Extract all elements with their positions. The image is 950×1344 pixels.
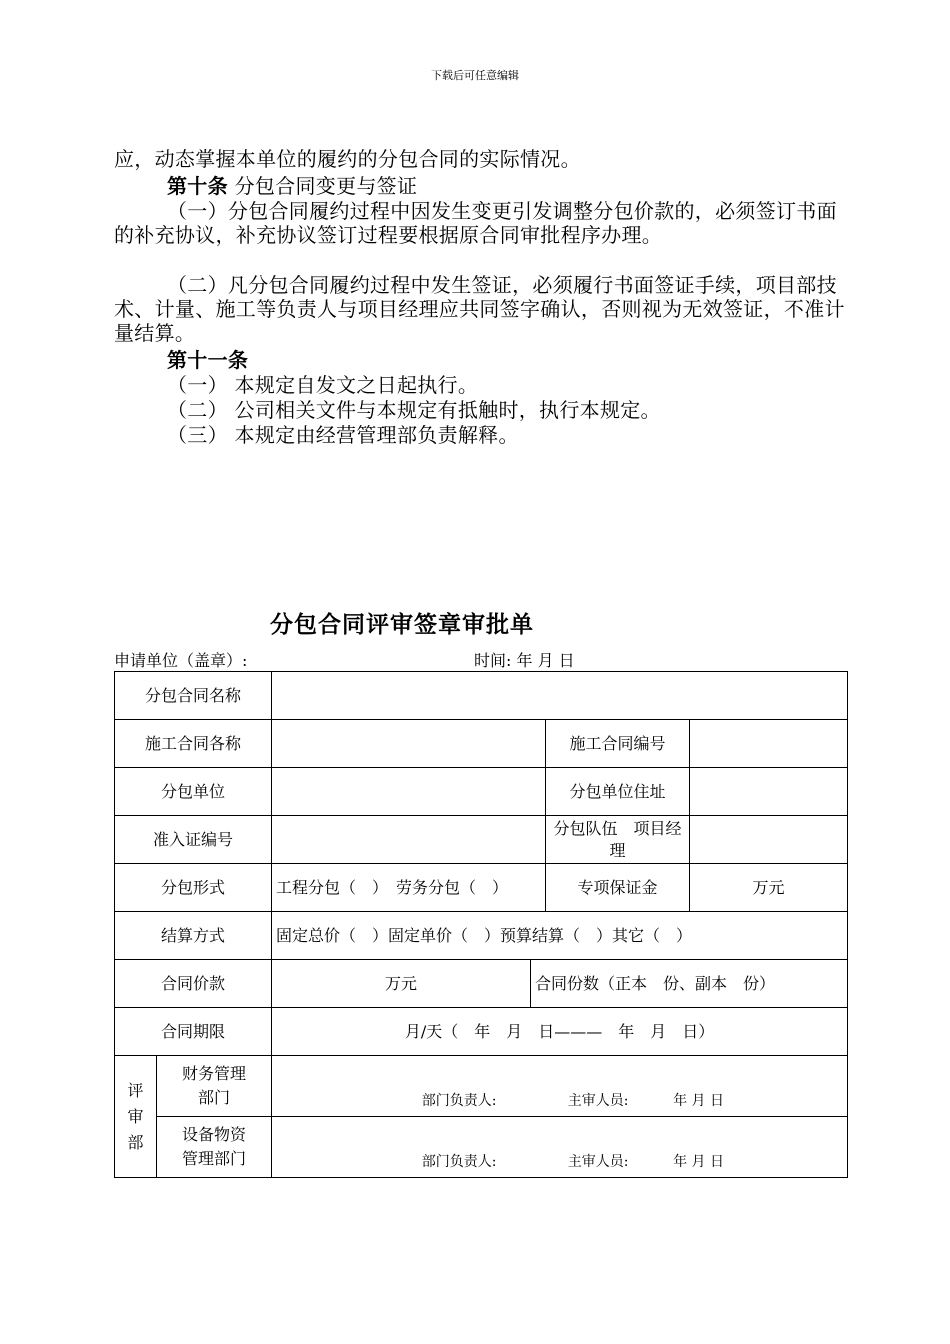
time-label: 时间: 年 月 日 <box>474 651 575 670</box>
price-label: 合同价款 <box>115 960 272 1008</box>
team-pm-field[interactable] <box>690 816 848 864</box>
subcontractor-label: 分包单位 <box>115 768 272 816</box>
copies-field[interactable]: 合同份数（正本 份、副本 份） <box>531 960 848 1008</box>
chief-reviewer-label: 主审人员: <box>567 1093 629 1109</box>
settlement-label: 结算方式 <box>115 912 272 960</box>
review-dept-label: 评审部 <box>115 1056 157 1178</box>
article-11-heading: 第十一条 <box>167 348 249 372</box>
applicant-label: 申请单位（盖章）: <box>114 651 248 670</box>
construction-contract-name-label: 施工合同各称 <box>115 720 272 768</box>
approval-form-table <box>114 671 848 1178</box>
chief-reviewer-label: 主审人员: <box>567 1154 629 1170</box>
date-label: 年 月 日 <box>673 1093 724 1109</box>
price-field[interactable]: 万元 <box>272 960 531 1008</box>
article-11-item: （三） 本规定由经营管理部负责解释。 <box>167 423 519 447</box>
body-line: 应，动态掌握本单位的履约的分包合同的实际情况。 <box>114 147 581 171</box>
construction-contract-name-field[interactable] <box>272 720 546 768</box>
dept-head-label: 部门负责人: <box>421 1154 497 1170</box>
article-10-number: 第十条 <box>167 174 228 198</box>
subcontract-name-label: 分包合同名称 <box>115 672 272 720</box>
page-header: 下载后可任意编辑 <box>431 69 519 82</box>
article-11-item: （二） 公司相关文件与本规定有抵触时，执行本规定。 <box>167 398 661 422</box>
form-title: 分包合同评审签章审批单 <box>270 611 534 638</box>
deposit-field[interactable]: 万元 <box>690 864 848 912</box>
access-cert-no-label: 准入证编号 <box>115 816 272 864</box>
dept-head-label: 部门负责人: <box>421 1093 497 1109</box>
finance-signature-row[interactable] <box>272 1056 848 1117</box>
team-pm-label: 分包队伍 项目经理 <box>546 816 690 864</box>
article-10-title: 分包合同变更与签证 <box>227 174 418 198</box>
access-cert-no-field[interactable] <box>272 816 546 864</box>
article-10-clause-2: （二）凡分包合同履约过程中发生签证，必须履行书面签证手续，项目部技术、计量、施工等负责人与项目经理应共同签字确认，否则视为无效签证，不准计量结算。 <box>114 273 845 345</box>
equipment-dept-label: 设备物资管理部门 <box>157 1117 272 1178</box>
term-field[interactable]: 月/天（ 年 月 日——— 年 月 日） <box>272 1008 848 1056</box>
construction-contract-no-field[interactable] <box>690 720 848 768</box>
date-label: 年 月 日 <box>673 1154 724 1170</box>
deposit-label: 专项保证金 <box>546 864 690 912</box>
article-10-clause-1: （一）分包合同履约过程中因发生变更引发调整分包价款的，必须签订书面的补充协议，补充协议签订过程要根据原合同审批程序办理。 <box>114 199 837 247</box>
finance-dept-label: 财务管理部门 <box>157 1056 272 1117</box>
equipment-signature-row[interactable] <box>272 1117 848 1178</box>
subcontract-name-field[interactable] <box>272 672 848 720</box>
construction-contract-no-label: 施工合同编号 <box>546 720 690 768</box>
article-11-item: （一） 本规定自发文之日起执行。 <box>167 373 479 397</box>
subcontractor-address-field[interactable] <box>690 768 848 816</box>
term-label: 合同期限 <box>115 1008 272 1056</box>
subcontract-form-options[interactable]: 工程分包（ ） 劳务分包（ ） <box>272 864 546 912</box>
article-10-heading <box>167 174 417 198</box>
subcontract-form-label: 分包形式 <box>115 864 272 912</box>
subcontractor-field[interactable] <box>272 768 546 816</box>
settlement-options[interactable]: 固定总价（ ）固定单价（ ）预算结算（ ）其它（ ） <box>272 912 848 960</box>
subcontractor-address-label: 分包单位住址 <box>546 768 690 816</box>
